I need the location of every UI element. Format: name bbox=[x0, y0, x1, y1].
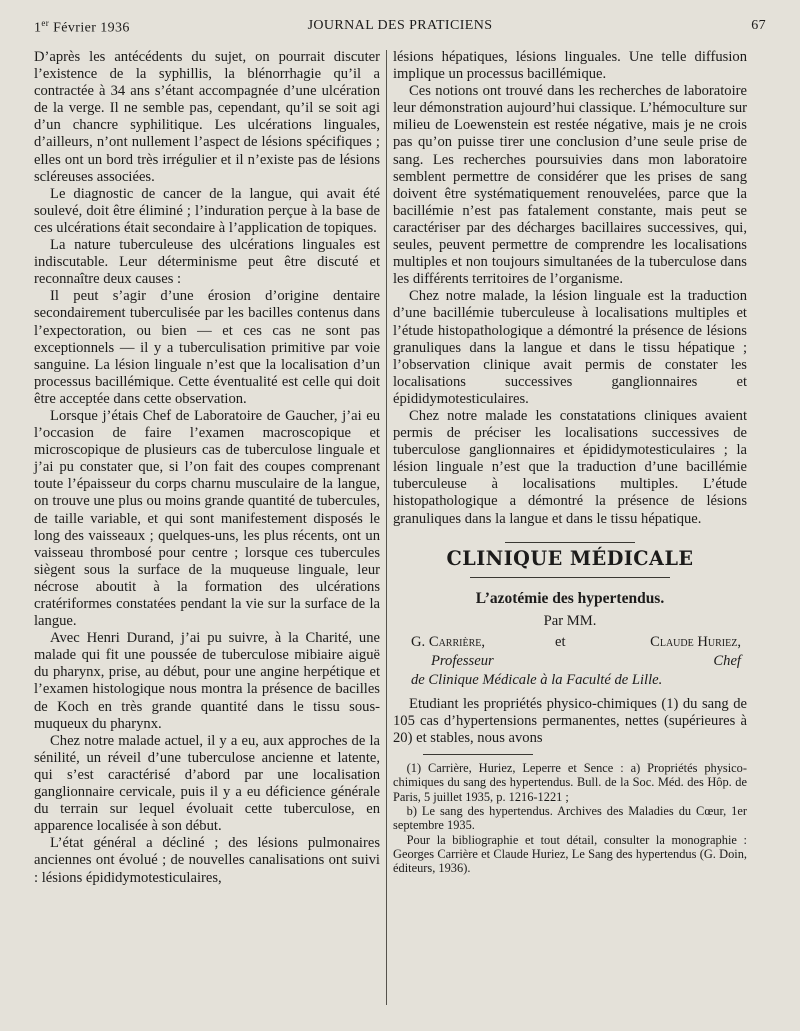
page-number: 67 bbox=[751, 18, 766, 33]
paragraph: Lorsque j’étais Chef de Laboratoire de Gaucher, j’ai eu l’occasion de faire l’examen macroscopique et microscopique de plusieurs cas de tuberculose linguale et j’ai pu constater que, si l’on fait des coupes comprenant toute l’épaisseur du corps charnu musculaire de la langue, on trouve une plus ou moins grande quantité de tubercules, de taille variable, et qui sont manifestement disposés le long des vaisseaux ; quelques-uns, les plus récents, ont un vaisseau thrombosé pour centre ; lorsque ces tubercules siègent sous la surface de la muqueuse linguale, leur nécrose aboutit à la formation des ulcérations cratériformes constatées pendant la vie sur la surface de la langue. bbox=[34, 407, 380, 630]
paragraph: Il peut s’agir d’une érosion d’origine dentaire secondairement tuberculisée par les bacilles contenus dans l’expectoration, ou bien — et ces cas ne sont pas exceptionnels — il y a tuberculisation primitive par voie sanguine. La lésion linguale n’est que la localisation d’un processus bacillémique. Cette éventualité est celle qui doit être acceptée dans cette observation. bbox=[34, 288, 380, 407]
issue-date: 1er Février 1936 bbox=[34, 18, 130, 36]
footnote: Pour la bibliographie et tout détail, consulter la monographie : Georges Carrière et Claude Huriez, Le Sang des hypertendus (G. Doin, éditeurs, 1936). bbox=[393, 832, 747, 876]
paragraph: Etudiant les propriétés physico-chimiques (1) du sang de 105 cas d’hypertensions permanentes, nettes (supérieures à 20) et stables, nous avons bbox=[393, 695, 747, 747]
paragraph: D’après les antécédents du sujet, on pourrait discuter l’existence de la syphillis, la blénorrhagie qu’il a contractée à 34 ans s’étant accompagnée d’une ulcération de la verge. Il ne semble pas, cependant, qu’il se soit agi d’un chancre syphilitique. Les ulcérations linguales, d’ailleurs, n’ont nullement l’aspect de lésions spécifiques ; elles ont un bord très irrégulier et il n’existe pas de lésions scléreuses associées. bbox=[34, 49, 380, 185]
title-underline bbox=[470, 577, 670, 578]
author-conjunction: et bbox=[555, 633, 566, 650]
author-block bbox=[393, 634, 747, 696]
paragraph: Chez notre malade les constatations cliniques avaient permis de préciser les localisations successives de tuberculose ganglionnaires et épididymotesticulaires ; la lésion linguale n’est que la traduction d’une bacillémie tuberculeuse à localisations multiples. L’étude histopathologique a démontré la présence de lésions granuliques dans la langue et dans le tissu hépatique. bbox=[393, 407, 747, 527]
footnotes bbox=[393, 761, 747, 875]
footnote: b) Le sang des hypertendus. Archives des Maladies du Cœur, 1er septembre 1935. bbox=[393, 804, 747, 833]
footnote-rule bbox=[423, 754, 533, 755]
author-role: Chef bbox=[713, 652, 741, 669]
paragraph: Chez notre malade actuel, il y a eu, aux approches de la sénilité, un réveil d’une tuberculose ancienne et latente, qui s’est caractérisé d’abord par une localisation ganglionnaire cervicale, puis il y a eu déficience générale du terrain sur lequel évoluait cette tuberculose, en apparence localisée à son début. bbox=[34, 732, 380, 835]
column-divider bbox=[386, 50, 387, 1005]
footnote: (1) Carrière, Huriez, Leperre et Sence : a) Propriétés physico-chimiques du sang des hypertendus. Bull. de la Soc. Méd. des Hôp. de Paris, 5 juillet 1935, p. 1216-1221 ; bbox=[393, 761, 747, 804]
left-column bbox=[34, 49, 380, 887]
section-rule bbox=[505, 542, 635, 543]
journal-title: JOURNAL DES PRATICIENS bbox=[307, 18, 493, 33]
paragraph: L’état général a décliné ; des lésions pulmonaires anciennes ont évolué ; de nouvelles canalisations ont suivi : lésions épididymotesticulaires, bbox=[34, 835, 380, 886]
article-byline: Par MM. bbox=[543, 612, 597, 629]
paragraph: Ces notions ont trouvé dans les recherches de laboratoire leur démonstration aujourd’hui classique. L’hémoculture sur milieu de Loewenstein est restée négative, mais je ne crois pas qu’on puisse tirer une conclusion d’une seule prise de sang. Les recherches poursuivies dans mon laboratoire semblent permettre de considérer que les prises de sang doivent être systématiquement renouvelées, parce que la bacillémie n’est pas fatalement constante, mais peut se caractériser par des décharges bacillaires successives, qui, seules, peuvent permettre de comprendre les localisations multiples et non toujours simultanées de la tuberculose dans les différents territoires de l’organisme. bbox=[393, 83, 747, 288]
paragraph: La nature tuberculeuse des ulcérations linguales est indiscutable. Leur déterminisme peut être discuté et reconnaître deux causes : bbox=[34, 237, 380, 288]
page-header bbox=[34, 18, 766, 42]
paragraph: lésions hépatiques, lésions linguales. Une telle diffusion implique un processus bacillémique. bbox=[393, 49, 747, 83]
author-role: Professeur bbox=[431, 652, 494, 669]
paragraph: Chez notre malade, la lésion linguale est la traduction d’une bacillémie tuberculeuse à localisations multiples et l’étude histopathologique a démontré la présence de lésions granuliques dans la langue et dans le tissu hépatique ; l’observation clinique avait permis de constater les localisations successives ganglionnaires et épididymotesticulaires. bbox=[393, 288, 747, 407]
paragraph: Avec Henri Durand, j’ai pu suivre, à la Charité, une malade qui fit une poussée de tuberculose mibiaire aiguë du pharynx, prise, au début, pour une angine herpétique et l’examen histologique nous montra la présence de bacilles de Koch en très grande quantité dans le tissu sous-muqueux du pharynx. bbox=[34, 630, 380, 732]
section-title: CLINIQUE MÉDICALE bbox=[446, 545, 694, 570]
article-title: L’azotémie des hypertendus. bbox=[475, 589, 665, 607]
paragraph: Le diagnostic de cancer de la langue, qui avait été soulevé, doit être éliminé ; l’induration perçue à la base de ces ulcérations était secondaire à l’application de topiques. bbox=[34, 185, 380, 236]
right-column bbox=[393, 49, 747, 876]
author-affiliation: de Clinique Médicale à la Faculté de Lille. bbox=[411, 671, 663, 688]
author-name: Claude Huriez, bbox=[650, 633, 741, 650]
author-name: G. Carrière, bbox=[411, 633, 485, 650]
